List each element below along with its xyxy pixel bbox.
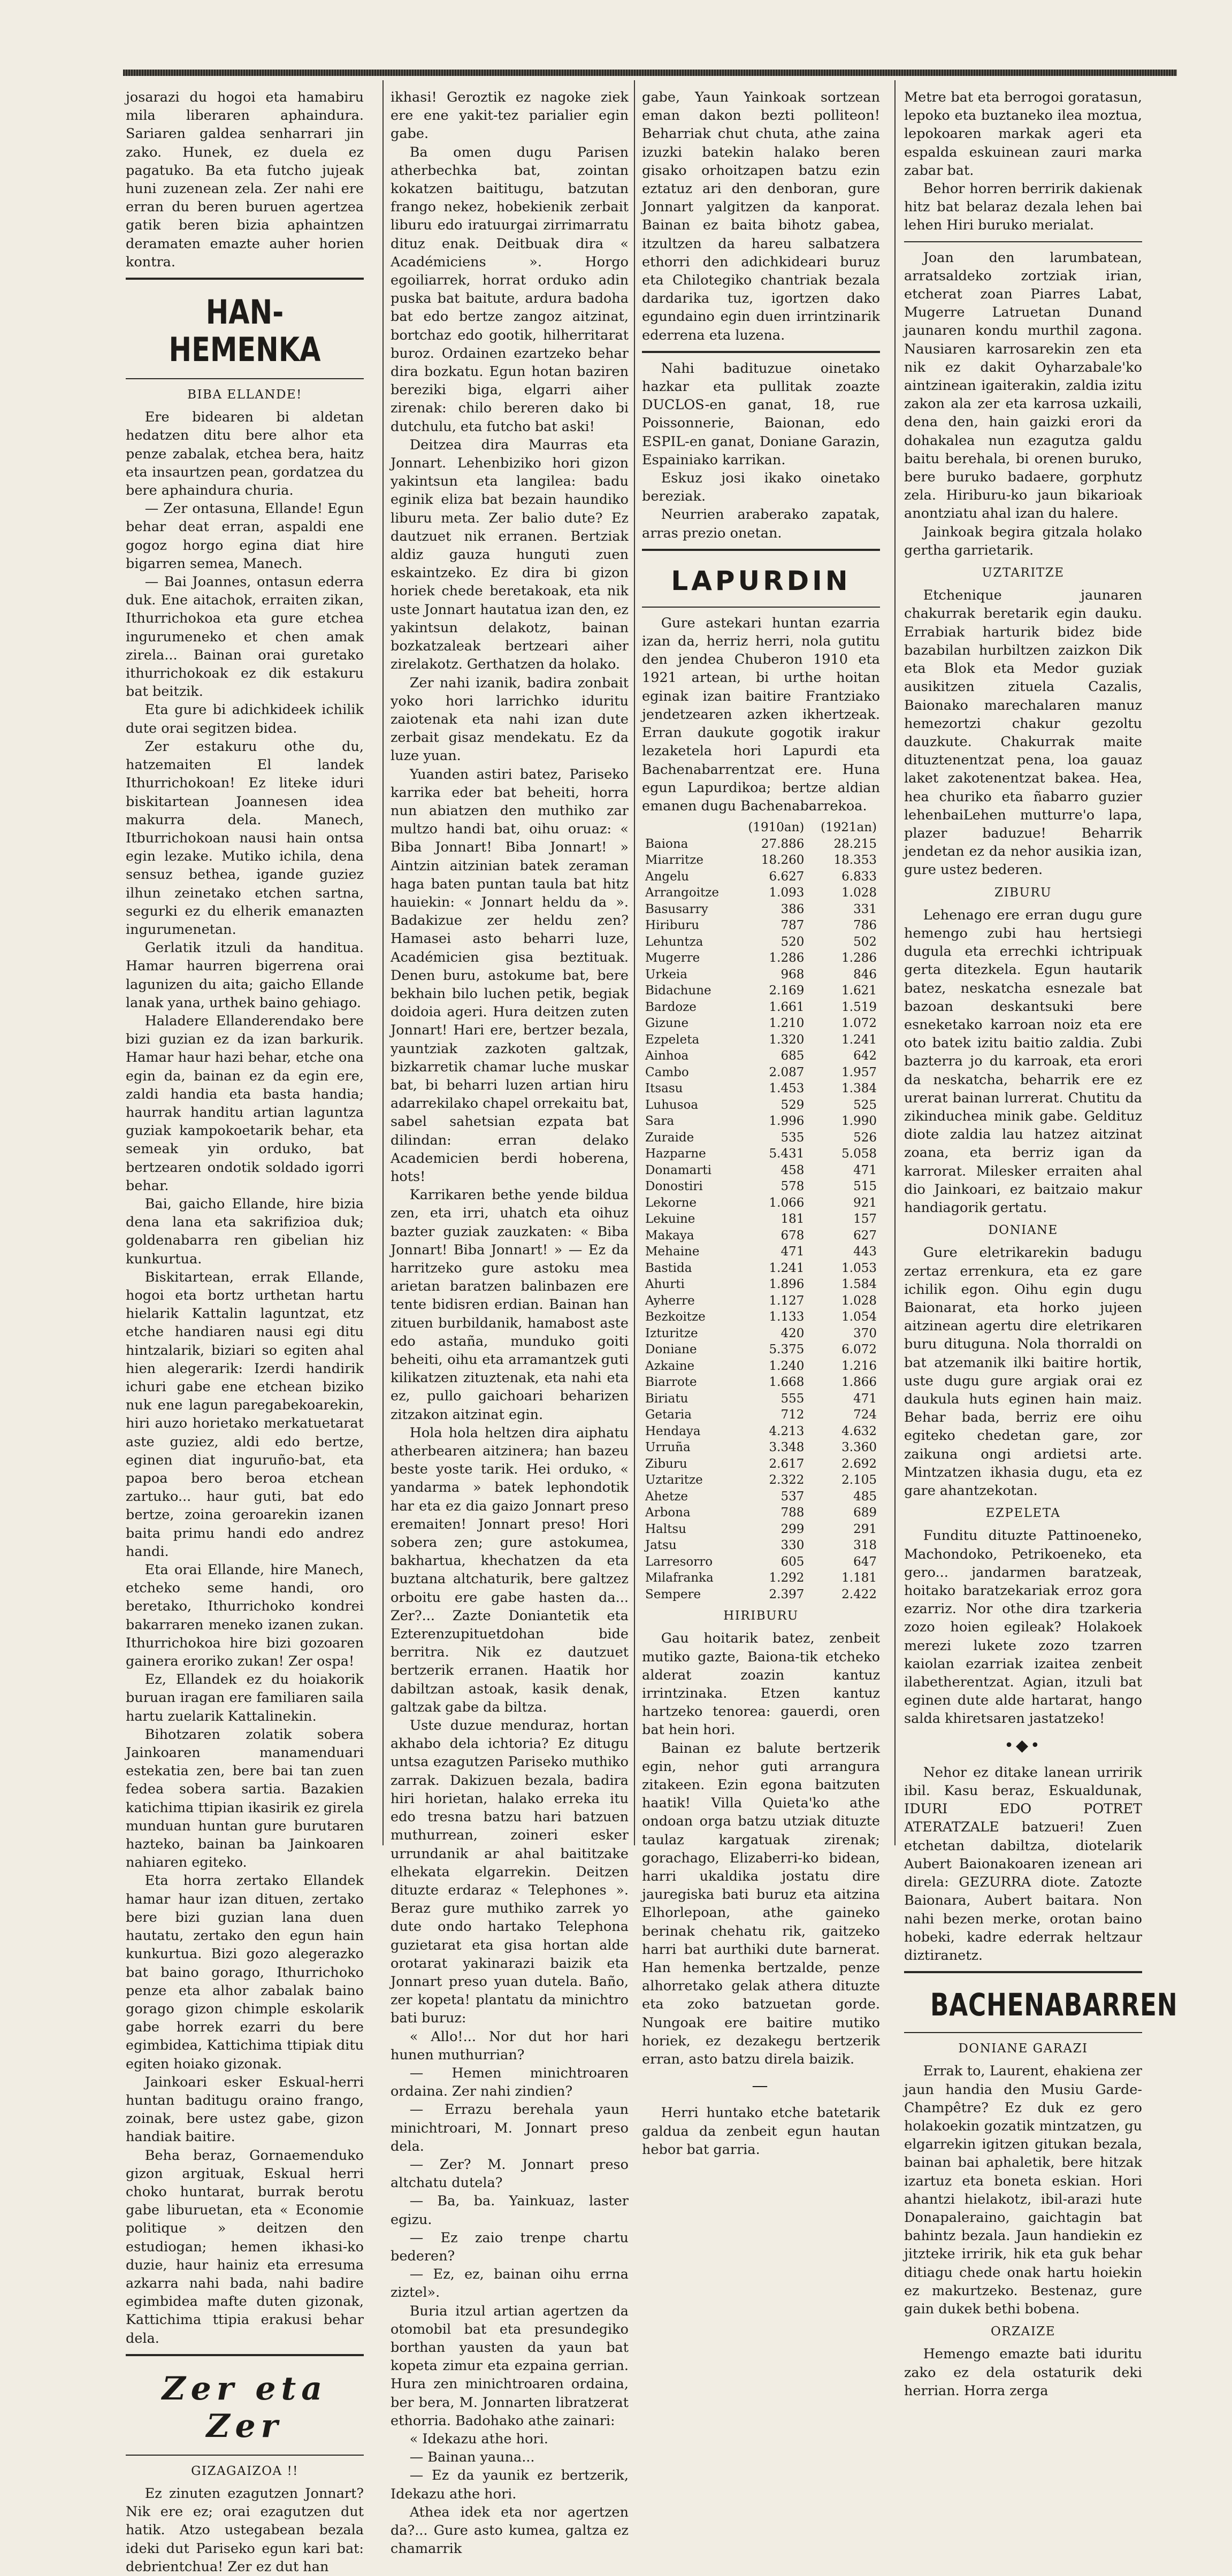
population-1921: 1.866 — [841, 1375, 877, 1390]
article-paragraph: Ere bidearen bi aldetan hedatzen ditu bere alhor eta penze zabalak, etchea bera, haitz eta insaurtzen pean, gordatzea du bere aphaindura churia. — [126, 409, 364, 499]
table-row — [642, 1195, 880, 1212]
town-name: Makaya — [645, 1228, 694, 1243]
population-1910: 555 — [780, 1391, 805, 1406]
population-1910: 1.241 — [769, 1261, 805, 1275]
population-1921: 921 — [853, 1195, 877, 1210]
article-paragraph: Errak to, Laurent, ehakiena zer jaun handia den Musiu Garde-Champêtre? Ez duk ez gero holakoekin gozatik mintzatzen, gu elgarrekin igitzen gitukan bezala, bainan bai aphaletik, bere hitzak izartuz eta boneta eskian. Hori ahantzi hielakotz, ibil-arazi hute Donapaleraino, gaichtagin bat bahintz bezala. Jaun handiekin ez jitzteke irririk, hik eta guk behar ditiagu chede onak hartu hoiekin ez makurtzeko. Bestenaz, gure gain dukek bethi bobena. — [904, 2063, 1142, 2317]
population-1921: 515 — [853, 1179, 877, 1194]
population-1921: 647 — [853, 1554, 877, 1569]
dialogue-line: — Zer? M. Jonnart preso altchatu dutela? — [391, 2156, 629, 2191]
town-name: Ahurti — [645, 1277, 685, 1292]
population-1921: 2.105 — [841, 1473, 877, 1488]
dialogue-line: « Allo!... Nor dut hor hari hunen muthurrian? — [391, 2028, 629, 2063]
table-row — [642, 1391, 880, 1407]
table-row — [642, 934, 880, 950]
article-paragraph: Metre bat eta berrogoi goratasun, lepoko eta buztaneko ilea moztua, lepokoaren markak ageri eta espalda eskuinean zauri marka zabar bat. — [904, 89, 1142, 179]
table-row — [642, 1064, 880, 1081]
population-1921: 2.422 — [841, 1587, 877, 1601]
population-1921: 4.632 — [841, 1424, 877, 1438]
dialogue-line: — Ba, ba. Yainkuaz, laster egizu. — [391, 2193, 629, 2228]
town-name: Larresorro — [645, 1554, 713, 1569]
town-name: Itsasu — [645, 1082, 683, 1096]
table-row — [642, 1537, 880, 1554]
population-1910: 1.320 — [769, 1032, 805, 1047]
town-name: Izturitze — [645, 1326, 698, 1340]
population-1910: 18.260 — [761, 853, 805, 868]
population-1910: 181 — [780, 1212, 805, 1226]
table-row — [642, 1341, 880, 1358]
population-1921: 1.028 — [841, 1293, 877, 1308]
population-1921: 443 — [853, 1245, 877, 1259]
population-1910: 5.431 — [769, 1147, 805, 1161]
town-name: Haltsu — [645, 1522, 686, 1536]
population-1910: 1.286 — [769, 951, 805, 965]
table-row — [642, 1097, 880, 1114]
population-1910: 6.627 — [769, 869, 805, 884]
table-row — [642, 1146, 880, 1162]
article-text: josarazi du hogoi eta hamabiru mila liberaren aphaindura. Sariaren galdea senharrari jin zako. Hunek, ez duela ez pagatuko. Ba eta futcho jujeak huni zuzenean zela. Zer nahi ere erran du beren buruen agertzea gatik beren bizia aphaintzen deramaten emazte auher horien kontra. — [126, 89, 364, 270]
section-rule — [126, 278, 364, 280]
table-row — [642, 1032, 880, 1048]
population-1921: 28.215 — [833, 837, 877, 851]
town-name: Lekorne — [645, 1195, 697, 1210]
table-row — [642, 967, 880, 983]
article-paragraph: Funditu dituzte Pattinoeneko, Machondoko, Petrikoeneko, eta gero... jandarmen baratzeak, hoitako baratzekariak erroz gora ezarriz. Nor othe dira tzarkeria zozo hoien egileak? Holakoek merezi lukete zozo tzarren kaiolan ezarriak izaitea zenbeit ilabetherentzat. Agian, itzuli bat eginen dute alde hartarat, hango salda khiretsaren jastatzeko! — [904, 1528, 1142, 1727]
table-row — [642, 1472, 880, 1489]
advertisement-text: Neurrien araberako zapatak, arras prezio onetan. — [642, 507, 880, 541]
article-subheading: ZIBURU — [994, 885, 1052, 900]
population-1921: 6.072 — [841, 1343, 877, 1357]
table-row — [642, 983, 880, 999]
population-1921: 485 — [853, 1489, 877, 1504]
town-name: Ahetze — [645, 1489, 688, 1504]
town-name: Biriatu — [645, 1391, 688, 1406]
population-1921: 1.990 — [841, 1114, 877, 1129]
article-subheading: ORZAIZE — [990, 2325, 1056, 2339]
table-row — [642, 836, 880, 853]
table-row — [642, 1374, 880, 1391]
table-row — [642, 1211, 880, 1228]
town-name: Urruña — [645, 1440, 691, 1455]
table-row — [642, 1178, 880, 1195]
population-1910: 1.133 — [769, 1310, 805, 1324]
article-subheading: UZTARITZE — [982, 566, 1065, 580]
population-1921: 526 — [853, 1130, 877, 1145]
article-paragraph: Gure eletrikarekin badugu zertaz errenkura, eta ez gare ichilik egon. Oihu egin dugu Baionarat, eta horko jujeen aitzinean agertu dire eletrikaren buru dituguna. Nola thorraldi on bat atzemanik ilki baitire hortik, uste dugu gure argiak orai ez daukula huts eginen hain maiz. Behar bada, berriz ere oihu egiteko chedetan gare, zor zaikuna ongi ardietsi arte. Mintzatzen ikhasia dugu, eta ez gare ahantzekotan. — [904, 1245, 1142, 1499]
article-paragraph: Eta horra zertako Ellandek hamar haur izan dituen, zertako bere bizi guzian lana duen hautatu, zertako den egun hain kunkurtua. Bizi gozo alegerazko bat baino gorago, Ithurrichoko penze eta alhor zabalak baino gorago gizon chimple eskolarik gabe horrek ezarri du bere egimbidea, Kattichima ttipiak ditu egiten hoiako gizonak. — [126, 1873, 364, 2072]
population-1921: 157 — [853, 1212, 877, 1226]
article-paragraph: Athea idek eta nor agertzen da?... Gure asto kumea, galtza ez chamarrik — [391, 2504, 629, 2557]
town-name: Bardoze — [645, 1000, 697, 1014]
article-subheading: DONIANE GARAZI — [958, 2042, 1088, 2056]
population-1921: 471 — [853, 1391, 877, 1406]
article-paragraph: Ez, Ellandek ez du hoiakorik buruan iragan ere familiaren saila hartu zuelarik Kattalinekin. — [126, 1672, 364, 1724]
population-1910: 605 — [780, 1554, 805, 1569]
population-1910: 787 — [780, 918, 805, 933]
article-paragraph: Haladere Ellanderendako bere bizi guzian ez da izan barkurik. Hamar haur hazi behar, etche ona egin da, bainan ez da egin ere, zaldi handia eta basta handia; haurrak handitu artian laguntza guziak kampokoetarik behar, eta semeak yin orduko, bat bertzearen ondotik soldado igorri behar. — [126, 1013, 364, 1194]
table-header-row — [642, 819, 880, 836]
article-paragraph: Jainkoak begira gitzala holako gertha garrietarik. — [904, 524, 1142, 558]
section-rule — [904, 241, 1142, 242]
town-name: Arbona — [645, 1506, 691, 1520]
dialogue-line: — Bainan yauna... — [409, 2449, 535, 2466]
town-name: Hendaya — [645, 1424, 701, 1438]
population-1921: 1.584 — [841, 1277, 877, 1292]
town-name: Lehuntza — [645, 934, 703, 949]
table-row — [642, 1423, 880, 1440]
population-1910: 1.240 — [769, 1359, 805, 1373]
article-paragraph: Bainan ez balute bertzerik egin, nehor guti arrangura zitakeen. Ezin egona baitzuten haatik! Villa Quieta'ko athe ondoan orga batzu utziak dituzte taulaz kargatuak zirenak; gorachago, Elizaberri-ko bidean, harri ukaldika jostatu dire jauregiska bati buruz eta aitzina Elhorlepoan, athe gaineko berinak chehatu rik, gaitzeko harri bat aurthiki dute barnerat. Han hemenka bertzalde, penze alhorretako gelak athera dituzte eta zoko batzuetan gorde. Nungoak ere baitire mutiko horiek, ez dezakegu bertzerik erran, asto batzu direla baizik. — [642, 1740, 880, 2067]
population-1921: 846 — [853, 967, 877, 982]
article-paragraph: Zer estakuru othe du, hatzemaiten El landek Ithurrichokoan! Ez liteke iduri biskitartean Joannesen idea makurra dela. Manech, Itburrichokoan nausi hain ontsa egin lezake. Mutiko ichila, dena sensuz bethea, igande guziez ilhun zeinetako etchen sartna, segurki ez du elherik emanazten ingurumenetan. — [126, 738, 364, 938]
article-paragraph: ikhasi! Geroztik ez nagoke ziek ere ene yakit-tez parialier egin gabe. — [391, 89, 629, 142]
town-name: Bezkoitze — [645, 1310, 706, 1324]
table-row — [642, 901, 880, 918]
population-1921: 18.353 — [833, 853, 877, 868]
section-heading: Zer eta Zer — [162, 2370, 328, 2445]
advertisement-text: Eskuz josi ikako oinetako bereziak. — [642, 470, 880, 505]
population-1910: 471 — [780, 1245, 805, 1259]
population-1921: 1.286 — [841, 951, 877, 965]
town-name: Urkeia — [645, 967, 687, 982]
table-row — [642, 1586, 880, 1603]
population-1910: 386 — [780, 902, 805, 916]
article-paragraph: Jainkoari esker Eskual-herri huntan baditugu oraino frango, zoinak, bere ustez gabe, gizon handiak baitire. — [126, 2074, 364, 2145]
table-row — [642, 1162, 880, 1179]
section-rule — [126, 378, 364, 379]
article-paragraph: Etchenique jaunaren chakurrak beretarik egin dauku. Errabiak harturik bidez bide bazabilan hurbiltzen zaizkon Dik eta Blok eta Medor guziak ausikitzen zituela Cazalis, Baionako marechalaren manuz hemezortzi chakur gezoltu dauzkute. Chakurrak maite dituztenentzat pena, loa gauaz laket zakotenentzat bakea. Hea, hea churiko eta ñabarro guzier lehenbaiLehen mutturre'o lapa, plazer baduzue! Beharrik jendetan ez da nehor ausikia izan, gure ustez bederen. — [904, 587, 1142, 878]
article-paragraph: Gure astekari huntan ezarria izan da, herriz herri, nola gutitu den jendea Chuberon 1910 eta 1921 artean, bi urthe hoitan eginak izan baitire Frantziako jendetzearen azken ikhertzeak. Erran daukute gogotik irakur lezaketela hori Lapurdi eta Bachenabarrentzat ere. Huna egun Lapurdikoa; bertze aldian emanen dugu Bachenabarrekoa. — [642, 615, 880, 814]
population-1910: 535 — [780, 1130, 805, 1145]
town-name: Hiriburu — [645, 918, 700, 933]
population-1921: 502 — [853, 934, 877, 949]
table-row — [642, 1293, 880, 1309]
column-divider — [894, 80, 896, 1845]
section-heading: BACHENABARREN — [930, 1987, 1178, 2023]
dialogue-line: « Idekazu athe hori. — [409, 2431, 548, 2447]
population-1910: 529 — [780, 1098, 805, 1112]
dialogue-line: — Ez zaio trenpe chartu bederen? — [391, 2229, 629, 2264]
population-1921: 1.957 — [841, 1065, 877, 1079]
article-subheading: HIRIBURU — [723, 1609, 799, 1623]
population-1921: 2.692 — [841, 1456, 877, 1471]
section-rule — [642, 351, 880, 353]
advertisement-text: Nahi badituzue oinetako hazkar eta pullitak zoazte DUCLOS-en ganat, 18, rue Poissonnerie, Baionan, edo ESPIL-en ganat, Doniane Garazin, Espainiako karrikan. — [642, 360, 880, 468]
population-1921: 1.621 — [841, 984, 877, 998]
population-1910: 3.348 — [769, 1440, 805, 1455]
population-1910: 578 — [780, 1179, 805, 1194]
town-name: Mehaine — [645, 1245, 700, 1259]
population-1910: 1.453 — [769, 1082, 805, 1096]
population-1921: 689 — [853, 1506, 877, 1520]
column-2 — [391, 88, 629, 2557]
population-1910: 685 — [780, 1049, 805, 1063]
town-name: Angelu — [645, 869, 689, 884]
article-subheading: BIBA ELLANDE! — [187, 388, 302, 402]
town-name: Luhusoa — [645, 1098, 699, 1112]
population-1921: 627 — [853, 1228, 877, 1243]
article-paragraph: Ez zinuten ezagutzen Jonnart? Nik ere ez; orai ezagutzen dut hatik. Atzo ustegabean bezala ideki dut Pariseko egun kari bat: debrientchua! Zer ez dut han — [126, 2485, 364, 2575]
town-name: Gizune — [645, 1016, 689, 1031]
population-1921: 1.241 — [841, 1032, 877, 1047]
town-name: Basusarry — [645, 902, 708, 916]
table-row — [642, 1570, 880, 1586]
article-subheading: DONIANE — [988, 1223, 1058, 1238]
section-rule — [126, 2354, 364, 2356]
population-1910: 1.066 — [769, 1195, 805, 1210]
town-name: Ainhoa — [645, 1049, 689, 1063]
population-1910: 5.375 — [769, 1343, 805, 1357]
table-row — [642, 1407, 880, 1423]
article-paragraph: Beha beraz, Gornaemenduko gizon argituak, Eskual herri choko huntarat, burrak berotu gabe liburuetan, eta « Economie politique » deitzen den estudiogan; hemen ikhasi-ko duzie, haur hainiz eta erresuma azkarra nahi bada, nahi badire egimbidea mafte duten gizonak, Kattichima ttipia erakusi behar dela. — [126, 2147, 364, 2347]
population-table — [642, 819, 880, 1603]
population-1910: 1.996 — [769, 1114, 805, 1129]
population-1921: 724 — [853, 1408, 877, 1422]
population-1921: 642 — [853, 1049, 877, 1063]
town-name: Ziburu — [645, 1456, 687, 1471]
population-1921: 1.216 — [841, 1359, 877, 1373]
notice-text: Nehor ez ditake lanean urririk ibil. Kasu beraz, Eskualdunak, IDURI EDO POTRET ATERATZALE batzueri! Zuen etchetan dabiltza, diotelarik Aubert Baionakoaren izenean ari direla: GEZURRA diote. Zatozte Baionara, Aubert baitara. Non nahi bezen merke, orotan baino hobeki, kadre ederrak heltzaur diztiranetz. — [904, 1764, 1142, 1964]
column-divider — [634, 80, 635, 1845]
population-1921: 318 — [853, 1538, 877, 1553]
table-row — [642, 1130, 880, 1146]
population-1910: 2.322 — [769, 1473, 805, 1488]
article-subheading: EZPELETA — [985, 1506, 1061, 1521]
town-name: Ezpeleta — [645, 1032, 700, 1047]
table-row — [642, 852, 880, 869]
table-header: (1921an) — [820, 821, 877, 835]
population-1921: 5.058 — [841, 1147, 877, 1161]
article-paragraph: Joan den larumbatean, arratsaldeko zortziak irian, etcherat zoan Piarres Labat, Mugerre Latruetan Dunand jaunaren kondu murthil zagona. Nausiaren karrosarekin zen eta nik ez dakit Oyharzabale'ko aintzinean igaiterakin, zaldia izitu zakon ala zer eta karrosa uzkaili, dena den, hain gaizki erori da dohakalea nun ezagutza galdu baitu berehala, bi orenen buruko, bere buruko badaere, gorphutz zela. Hiriburu-ko jaun bikarioak anontziatu ahal izan du halere. — [904, 249, 1142, 522]
article-paragraph: Lehenago ere erran dugu gure hemengo zubi hau hertsiegi dugula eta errechki ichtripuak gerta ditezkela. Egun hautarik batez, neskatcha esnezale bat bazoan deskantsuki bere esneketako karroan noiz eta ere oto batek izitu baitio zaldia. Zubi bazterra jo du karroak, eta erori da neskatcha, beharrik ere ez urerat bainan lurrerat. Chutitu da zikinduchea minik gabe. Geldituz diote zaldia lau hatzez aitzinat zoana, eta berriz igan da karrorat. Milesker erraiten ahal dio Jainkoari, ez baitzaio makur handiagorik gertatu. — [904, 907, 1142, 1216]
table-row — [642, 1505, 880, 1521]
column-divider — [382, 80, 384, 1845]
section-rule — [904, 1971, 1142, 1973]
population-1921: 1.054 — [841, 1310, 877, 1324]
population-1910: 27.886 — [761, 837, 805, 851]
article-paragraph: Eta orai Ellande, hire Manech, etcheko seme handi, oro beretako, Ithurrichoko kondrei bakarraren meneko izanen zukan. Ithurrichokoa hire bizi gozoaren gainera eroriko zukan! Zer ospa! — [126, 1562, 364, 1670]
table-row — [642, 1521, 880, 1538]
table-row — [642, 869, 880, 885]
article-paragraph: Zer nahi izanik, badira zonbait yoko hori larrichko iduritu zaiotenak eta nahi izan dute zerbait gisaz mendekatu. Ez da luze yuan. — [391, 674, 629, 764]
article-paragraph: Hola hola heltzen dira aiphatu atherbearen aitzinera; han bazeu beste yoste tarik. Hei orduko, « yandarma » batek lephondotik har eta ez dia gaizo Jonnart preso eremaiten! Jonnart preso! Hori sobera zen; gure astokumea, bakhartua, khechatzen da eta buztana altchaturik, bere galtzez orboitu ere gabe hasten da... Zer?... Zazte Doniantetik eta Ezterenzupituetdohan bide berritra. Nik ez dautzuet bertzerik erranen. Haatik hor dabiltzan astoak, kasik denak, galtzak gabe da biltza. — [391, 1424, 629, 1715]
section-rule — [642, 607, 880, 608]
table-row — [642, 1048, 880, 1064]
town-name: Arrangoitze — [645, 886, 720, 900]
ornament-divider: •◆• — [1004, 1736, 1042, 1755]
section-rule — [642, 549, 880, 551]
article-paragraph: Bihotzaren zolatik sobera Jainkoaren manamenduari estekatia zen, bere bai tan zuen fedea sobera sartia. Bazakien katichima ttipian ikasirik ez girela munduan huntan gure burutaren hazteko, bainan ba Jainkoaren nahiaren egiteko. — [126, 1726, 364, 1871]
population-1910: 2.617 — [769, 1456, 805, 1471]
town-name: Hazparne — [645, 1147, 706, 1161]
population-1921: 3.360 — [841, 1440, 877, 1455]
town-name: Milafranka — [645, 1571, 714, 1585]
town-name: Doniane — [645, 1343, 697, 1357]
town-name: Donostiri — [645, 1179, 703, 1194]
table-header-blank — [642, 819, 735, 836]
table-row — [642, 1325, 880, 1342]
population-1910: 330 — [780, 1538, 805, 1553]
population-1910: 1.292 — [769, 1571, 805, 1585]
population-1910: 520 — [780, 934, 805, 949]
separator-dash: — — [752, 2076, 770, 2096]
dialogue-line: — Ez, ez, bainan oihu errna ziztel». — [391, 2266, 629, 2301]
town-name: Bastida — [645, 1261, 692, 1275]
population-1910: 1.127 — [769, 1293, 805, 1308]
column-4 — [904, 88, 1178, 2399]
population-1921: 786 — [853, 918, 877, 933]
population-1910: 299 — [780, 1522, 805, 1536]
town-name: Ayherre — [645, 1293, 695, 1308]
article-paragraph: gabe, Yaun Yainkoak sortzean eman dakon bezti polliteon! Beharriak chut chuta, athe zaina izuzki batekin halako beren gisako orhoitzapen batzu ezin eztatuz ari den denboran, gure Jonnart yalgitzen da kanporat. Bainan ez baita bihotz gabea, itzultzen da hareu salbatzera ethorri den adichkideari buruz eta Chilotegiko chantriak bezala dardarika tuz, igortzen dako egundaino egin duen irrintzinarik ederrena eta luzena. — [642, 89, 880, 343]
article-paragraph: Buria itzul artian agertzen da otomobil bat eta presundegiko borthan yausten da yaun bat kopeta zimur eta ezpaina gerrian. Hura zen minichtroaren ordaina, ber bera, M. Jonnarten libratzerat ethorria. Badohako athe zainari: — [391, 2303, 629, 2429]
town-name: Sara — [645, 1114, 675, 1129]
population-1910: 678 — [780, 1228, 805, 1243]
population-1921: 331 — [853, 902, 877, 916]
table-row — [642, 1439, 880, 1456]
town-name: Miarritze — [645, 853, 703, 868]
population-1910: 420 — [780, 1326, 805, 1340]
article-paragraph: Bai, gaicho Ellande, hire bizia dena lana eta sakrifizioa duk; goldenabarra ren gibelian hiz kunkurtua. — [126, 1195, 364, 1267]
population-1910: 788 — [780, 1506, 805, 1520]
article-paragraph: Biskitartean, errak Ellande, hogoi eta bortz urthetan hartu hielarik Kattalin laguntzat, etz etche handiaren nausi egi ditu hintzalarik, biziari so egiten ahal hien alegerarik: Izerdi handirik ichuri gabe ene etchean biziko nuk ene lagun paregabekoarekin, hiri auzo horietako merkatuetarat aste guziez, aldi edo bertze, eginen diat inguruño-bat, eta papoa bero beroa etchean zartuko... haur guti, bat edo bertze, zoina geroarekin izanen baita primu handi edo andrez handi. — [126, 1269, 364, 1560]
town-name: Getaria — [645, 1408, 692, 1422]
section-rule — [126, 2455, 364, 2456]
population-1921: 1.028 — [841, 886, 877, 900]
population-1921: 471 — [853, 1163, 877, 1177]
table-row — [642, 1456, 880, 1473]
population-1910: 2.397 — [769, 1587, 805, 1601]
table-row — [642, 917, 880, 934]
article-paragraph: Yuanden astiri batez, Pariseko karrika eder bat beheiti, horra nun abiatzen den muthiko zar multzo handi bat, oihu oruaz: « Biba Jonnart! Biba Jonnart! » Aintzin aitzinian batek zeraman haga baten puntan taula bat hitz hauiekin: « Jonnart heldu da ». Badakizue zer heldu zen? Hamasei asto beharri luze, Académicien gisa beztituak. Denen buru, astokume bat, bere bekhain bilo luchen petik, begiak doidoia ageri. Hura deitzen zuten Jonnart! Hari ere, bertzer bezala, yauntziak zazkoten galtzak, bizkarretik chamar luche muskar bat, bi beharri luzen artian hiru adarrekilako chapel orrekaitu bat, sabel sahetsian ezpata bat dilindan: erran delako Academicien berdi hoberena, hots! — [391, 766, 629, 1185]
article-paragraph: Hemengo emazte bati iduritu zako ez dela ostaturik deki herrian. Horra zerga — [904, 2346, 1142, 2399]
article-paragraph: Herri huntako etche batetarik galdua da zenbeit egun hautan hebor bat garria. — [642, 2105, 880, 2158]
population-1910: 1.661 — [769, 1000, 805, 1014]
population-1910: 1.668 — [769, 1375, 805, 1390]
article-paragraph: — Zer ontasuna, Ellande! Egun behar deat erran, aspaldi ene gogoz horgo egina diat hire bigarren semea, Manech. — [126, 501, 364, 572]
town-name: Lekuine — [645, 1212, 695, 1226]
population-1910: 712 — [780, 1408, 805, 1422]
population-1910: 2.169 — [769, 984, 805, 998]
population-1910: 4.213 — [769, 1424, 805, 1438]
town-name: Bidachune — [645, 984, 711, 998]
table-row — [642, 1489, 880, 1505]
article-paragraph: Uste duzue menduraz, hortan akhabo dela ichtoria? Ez ditugu untsa ezagutzen Pariseko muthiko zarrak. Dakizuen bezala, badira hiri horietan, halako erreka itu edo tresna batzu hari batzuen muthurrean, zoineri esker urrundanik ar ahal baititzake elhekata elgarrekin. Deitzen dituzte erdaraz « Telephones ». Beraz gure muthiko zarrek yo dute ondo hartako Telephona guzietarat eta gisa hortan alde orotarat yakinarazi baizik eta Jonnart preso yuan dutela. Baño, zer kopeta! plantatu da minichtro bati buruz: — [391, 1718, 629, 2027]
table-row — [642, 1080, 880, 1097]
table-row — [642, 950, 880, 967]
population-1910: 2.087 — [769, 1065, 805, 1079]
town-name: Cambo — [645, 1065, 689, 1079]
population-1921: 1.519 — [841, 1000, 877, 1014]
table-row — [642, 1260, 880, 1277]
town-name: Sempere — [645, 1587, 701, 1601]
population-1910: 1.896 — [769, 1277, 805, 1292]
section-heading: LAPURDIN — [671, 565, 851, 596]
table-row — [642, 1244, 880, 1260]
population-1910: 1.093 — [769, 886, 805, 900]
population-1921: 291 — [853, 1522, 877, 1536]
town-name: Azkaine — [645, 1359, 695, 1373]
article-paragraph: Karrikaren bethe yende bildua zen, eta irri, uhatch eta oihuz bazter guziak zauzkaten: « Biba Jonnart! Biba Jonnart! » — Ez da harritzeko gure astoku mea arietan baratzen balinbazen ere tente bidisren erdian. Bainan han zituen burbildanik, hamabost aste edo astaña, munduko goiti beheiti, oihu eta arramantzek guti kilikatzen zituztenak, eta nahi eta ez, pullo gaichoari beharizen zitzakon aitzinat egin. — [391, 1187, 629, 1423]
table-row — [642, 1309, 880, 1325]
article-paragraph: Ba omen dugu Parisen atherbechka bat, zointan kokatzen baititugu, batzutan frango nekez, hobekienik zerbait liburu edo iratuurgai zirrimarratu dituz enak. Deitbuak dira « Académiciens ». Horgo egoiliarrek, horrat orduko adin puska bat baitute, ardura badoha bat edo bertze zangoz aitzinat, bortchaz edo gootik, hilherritarat buroz. Ordainen ezartzeko behar dira bozkatu. Egun hotan baziren bereziki biga, elgarri aiher zirenak: chilo bereren dako bi dutchulu, eta futcho bat aski! — [391, 144, 629, 435]
population-1910: 458 — [780, 1163, 805, 1177]
table-body — [642, 836, 880, 1603]
article-paragraph: Eta gure bi adichkideek ichilik dute orai segitzen bidea. — [126, 702, 364, 737]
population-1910: 1.210 — [769, 1016, 805, 1031]
column-3 — [642, 88, 880, 2158]
dialogue-line: — Ez da yaunik ez bertzerik, Idekazu athe hori. — [391, 2467, 629, 2502]
top-ornamental-rule — [123, 70, 1177, 76]
table-row — [642, 1276, 880, 1293]
population-1921: 6.833 — [841, 869, 877, 884]
table-header: (1910an) — [748, 821, 805, 835]
article-paragraph: Deitzea dira Maurras eta Jonnart. Lehenbiziko hori gizon yakintsun eta langilea: badu eginik eliza bat bezain haundiko liburu meta. Zer balio dute? Ez dautzuet nik erranen. Bertziak aldiz gauza hunguti zuen eskaintzeko. Ez dira bi gizon horiek chede beretakoak, eta nik uste Jonnart hautatua izan den, ez yakintsun delakotz, bainan bozkatzaleak bertzeari aiher zirelakotz. Gerthatzen da holako. — [391, 436, 629, 673]
table-row — [642, 1554, 880, 1570]
article-paragraph: Behor horren berririk dakienak hitz bat belaraz dezala lehen bai lehen Hiri buruko merialat. — [904, 181, 1142, 234]
dialogue-line: — Errazu berehala yaun minichtroari, M. Jonnart preso dela. — [391, 2102, 629, 2155]
population-1921: 525 — [853, 1098, 877, 1112]
dialogue-line: — Hemen minichtroaren ordaina. Zer nahi zindien? — [391, 2065, 629, 2100]
population-1921: 1.053 — [841, 1261, 877, 1275]
town-name: Uztaritze — [645, 1473, 703, 1488]
column-1 — [126, 88, 364, 2575]
population-1921: 1.072 — [841, 1016, 877, 1031]
table-row — [642, 885, 880, 901]
population-1921: 1.384 — [841, 1082, 877, 1096]
population-1910: 537 — [780, 1489, 805, 1504]
table-row — [642, 1113, 880, 1130]
population-1921: 1.181 — [841, 1571, 877, 1585]
article-paragraph: — Bai Joannes, ontasun ederra duk. Ene aitachok, erraiten zikan, Ithurrichokoa eta gure etchea ingurumeneko et chen amak zirela... Bainan orai guretako ithurrichokoak ez dik estakuru bat beitzik. — [126, 574, 364, 700]
town-name: Zuraide — [645, 1130, 694, 1145]
table-row — [642, 999, 880, 1016]
town-name: Biarrote — [645, 1375, 697, 1390]
town-name: Mugerre — [645, 951, 700, 965]
section-rule — [904, 2032, 1142, 2033]
table-row — [642, 1228, 880, 1244]
table-row — [642, 1015, 880, 1032]
population-1910: 968 — [780, 967, 805, 982]
town-name: Donamarti — [645, 1163, 711, 1177]
section-heading: HAN-HEMENKA — [169, 293, 321, 370]
table-row — [642, 1358, 880, 1375]
article-paragraph: Gau hoitarik batez, zenbeit mutiko gazte, Baiona-tik etcheko alderat zoazin kantuz irrintzinaka. Etzen kantuz hartzeko tenorea: gauerdi, oren bat hein hori. — [642, 1630, 880, 1738]
town-name: Baiona — [645, 837, 688, 851]
article-subheading: GIZAGAIZOA !! — [191, 2464, 299, 2478]
town-name: Jatsu — [645, 1538, 677, 1553]
population-1921: 370 — [853, 1326, 877, 1340]
article-paragraph: Gerlatik itzuli da handitua. Hamar haurren bigerrena orai lagunizen du aita; gaicho Ellande lanak yana, urthek baino gehiago. — [126, 940, 364, 1011]
